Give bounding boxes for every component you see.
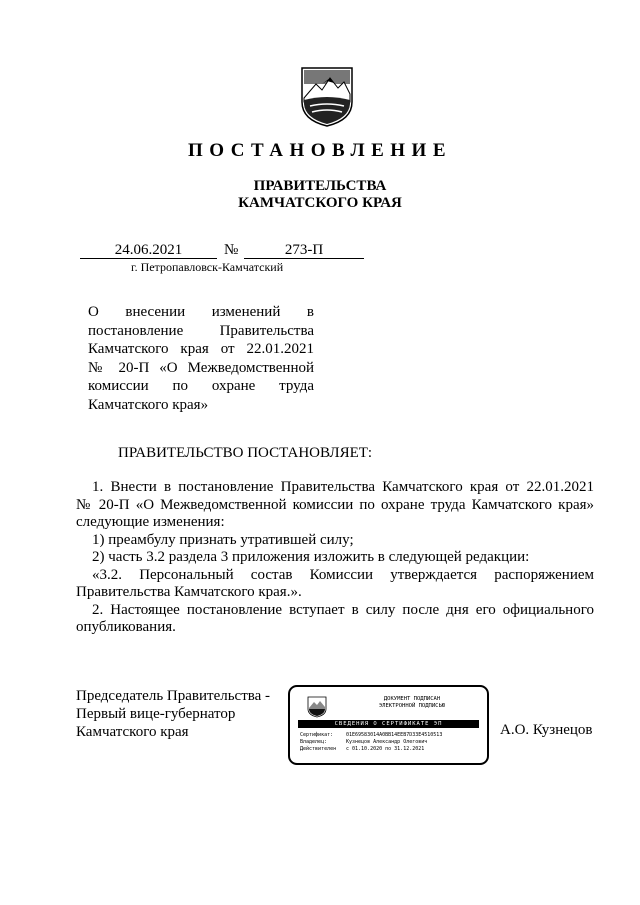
body-line: 1) преамбулу признать утратившей силу;: [92, 531, 354, 548]
document-type: ПОСТАНОВЛЕНИЕ: [187, 140, 453, 161]
document-subject: [88, 303, 314, 414]
stamp-emblem-icon: [307, 696, 327, 718]
issuer-line: КАМЧАТСКОГО КРАЯ: [238, 195, 402, 211]
stamp-value: с 01.10.2020 по 31.12.2021: [346, 746, 425, 752]
stamp-value: 01E69583014A0BB14EEB7D33E4510513: [346, 732, 443, 738]
body-line: опубликования.: [76, 619, 176, 635]
subject-line: О внесении изменений в: [88, 304, 314, 320]
subject-line: комиссии по охране труда: [88, 378, 314, 394]
kamchatka-coat-of-arms-icon: [300, 64, 354, 128]
stamp-value: Кузнецов Александр Олегович: [346, 739, 428, 745]
subject-line: № 20-П «О Межведомственной: [88, 359, 314, 376]
issuer: [0, 178, 640, 212]
stamp-label: Сертификат:: [300, 732, 334, 738]
stamp-label: Действителен: [300, 746, 337, 752]
signer-name: А.О. Кузнецов: [500, 722, 593, 738]
stamp-band: СВЕДЕНИЯ О СЕРТИФИКАТЕ ЭП: [298, 720, 479, 728]
stamp-title: [342, 696, 482, 710]
subject-line: Камчатского края от 22.01.2021: [88, 341, 314, 357]
number-sign: №: [224, 242, 239, 258]
stamp-certificate-row: [300, 732, 442, 738]
body-line: следующие изменения:: [76, 514, 225, 530]
body-line: 1. Внести в постановление Правительства Камчатского края от 22.01.2021: [92, 479, 594, 495]
stamp-title-line: ЭЛЕКТРОННОЙ ПОДПИСЬЮ: [378, 703, 446, 709]
subject-line: постановление Правительства: [88, 322, 314, 339]
body-line: 2. Настоящее постановление вступает в силу после дня его официального: [92, 601, 594, 618]
document-date: 24.06.2021: [80, 242, 217, 259]
signer-line: Председатель Правительства -: [76, 688, 271, 704]
body-line: № 20-П «О Межведомственной комиссии по охране труда Камчатского края»: [76, 496, 594, 513]
stamp-owner-row: [300, 739, 427, 745]
body-line: Правительства Камчатского края.».: [76, 584, 302, 600]
body-line: 2) часть 3.2 раздела 3 приложения изложить в следующей редакции:: [92, 549, 530, 565]
stamp-label: Владелец:: [300, 739, 328, 745]
electronic-signature-stamp: [288, 685, 489, 765]
document-city: г. Петропавловск-Камчатский: [131, 260, 284, 274]
subject-line: Камчатского края»: [88, 396, 209, 413]
resolution-heading: ПРАВИТЕЛЬСТВО ПОСТАНОВЛЯЕТ:: [118, 445, 373, 461]
stamp-validity-row: [300, 746, 424, 752]
signer-line: Первый вице-губернатор: [76, 706, 236, 722]
document-body: [76, 479, 594, 637]
stamp-title-line: ДОКУМЕНТ ПОДПИСАН: [383, 696, 441, 702]
document-number: 273-П: [244, 242, 364, 259]
body-line: «3.2. Персональный состав Комиссии утверждается распоряжением: [92, 566, 594, 583]
signer-position: [76, 687, 270, 741]
signer-line: Камчатского края: [76, 724, 189, 740]
issuer-line: ПРАВИТЕЛЬСТВА: [253, 178, 387, 194]
